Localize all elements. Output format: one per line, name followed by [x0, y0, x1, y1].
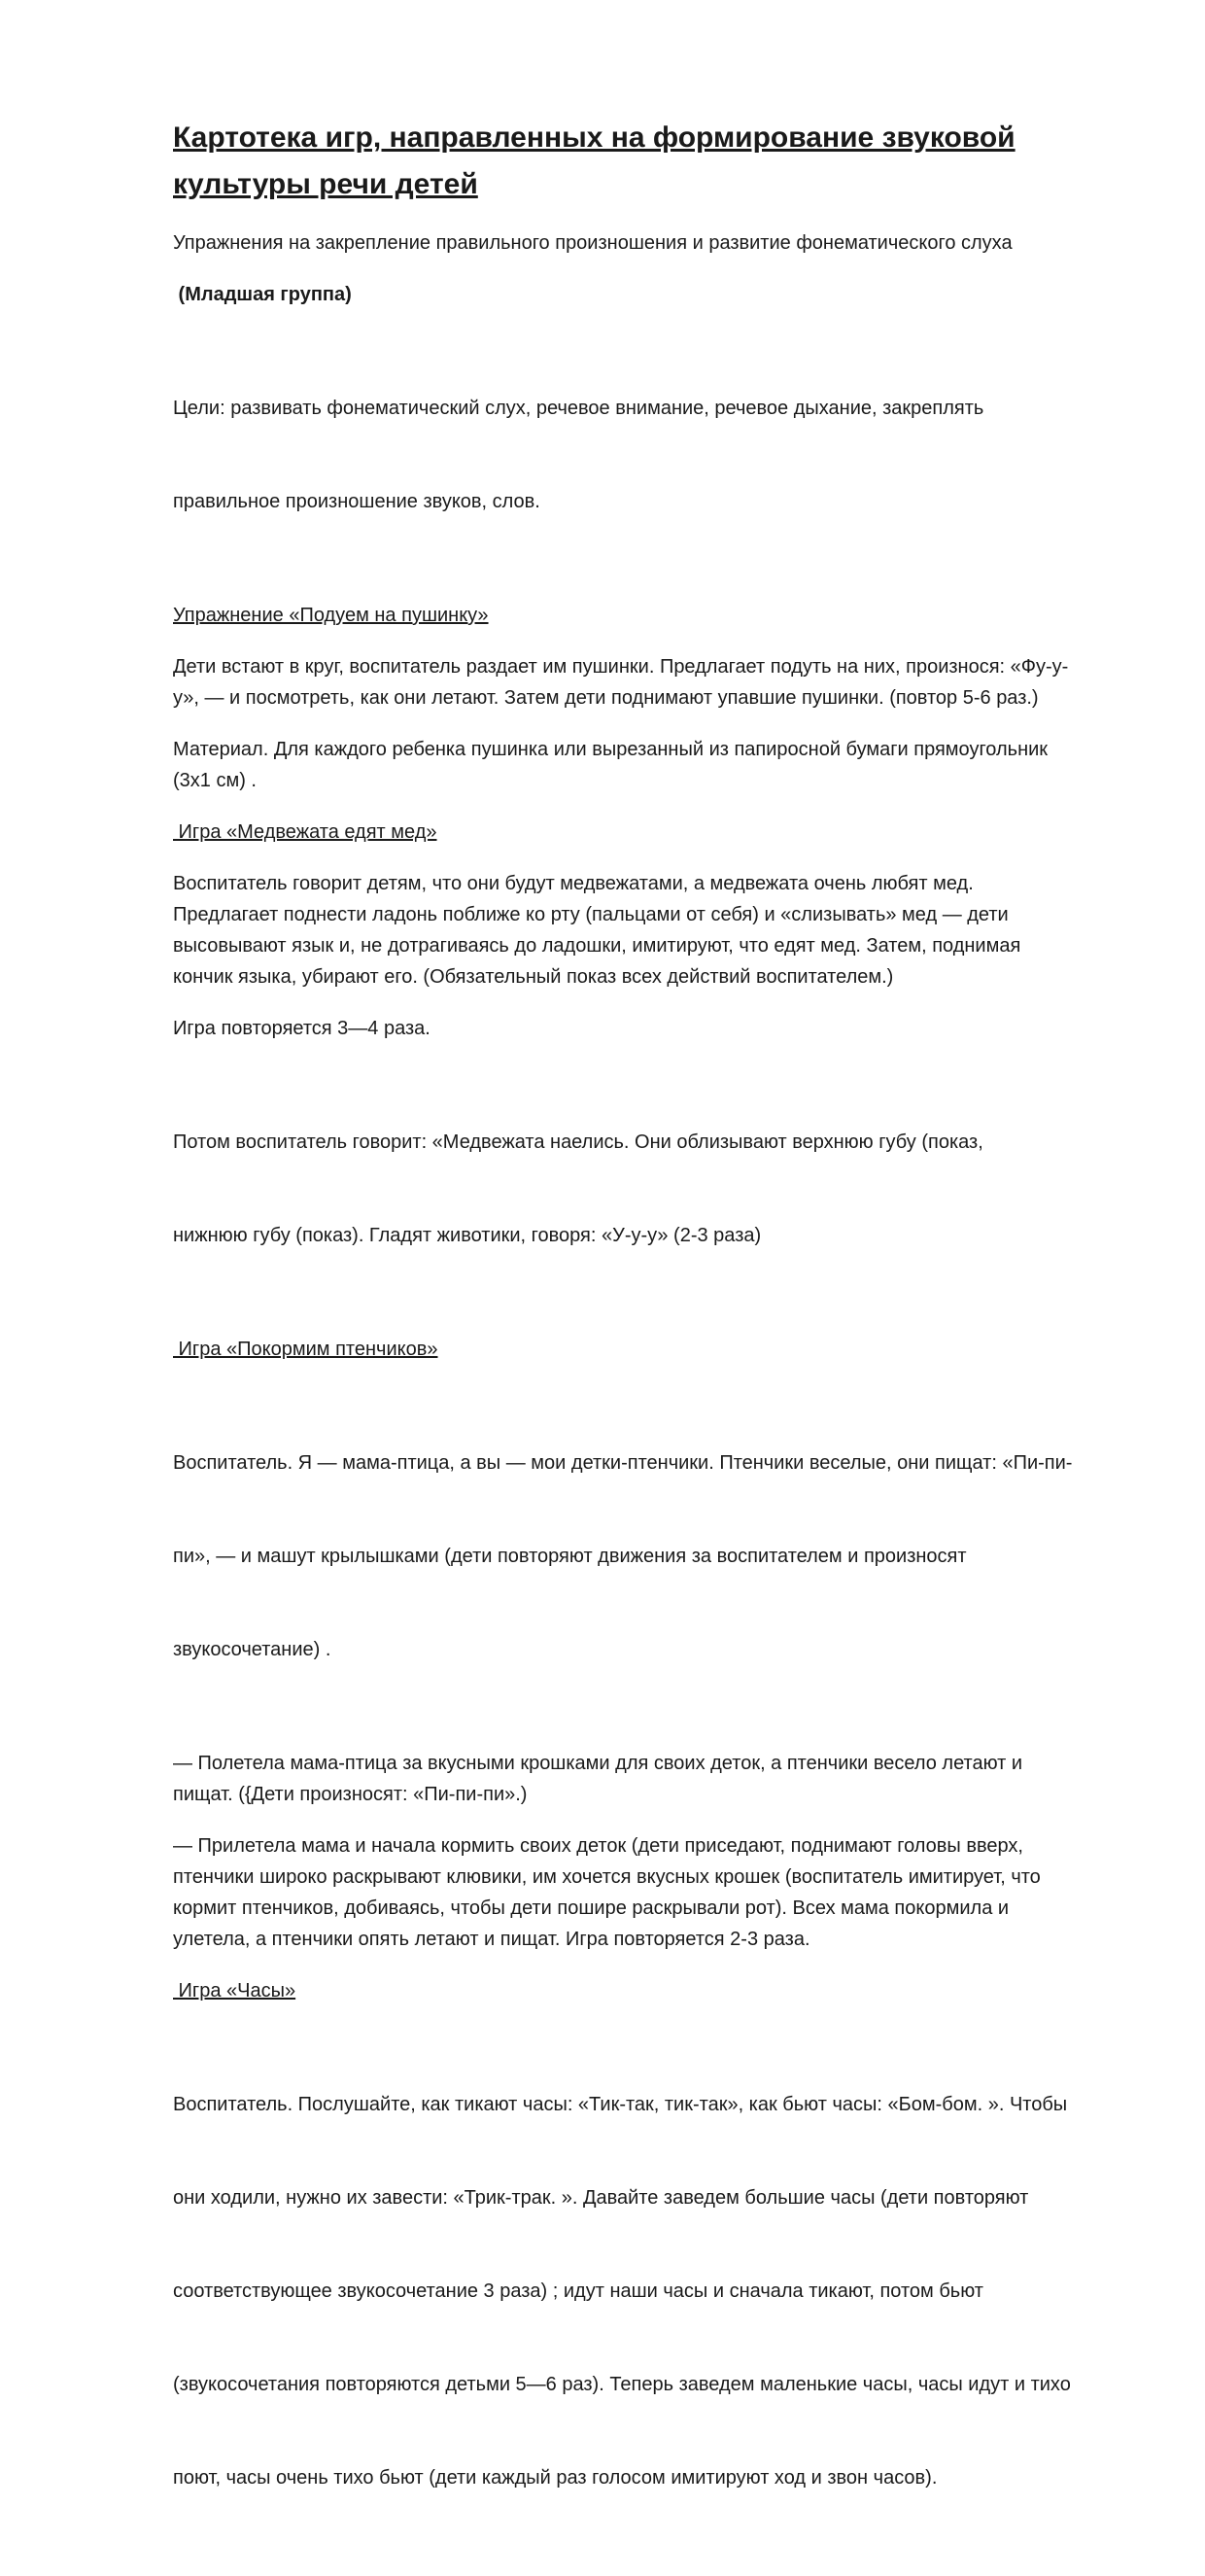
text-line: кончик языка, убирают его. (Обязательный показ всех действий воспитателем.) [173, 966, 894, 988]
game-text-medvezhata [173, 868, 1125, 992]
text-line: улетела, а птенчики опять летают и пищат. Игра повторяется 2-3 раза. [173, 1929, 810, 1950]
text-line: у», — и посмотреть, как они летают. Затем дети поднимают упавшие пушинки. (повтор 5-6 раз.) [173, 687, 1039, 709]
text-line: Предлагает поднести ладонь поближе ко рту (пальцами от себя) и «слизывать» мед — дети [173, 904, 1009, 925]
game-heading-medvezhata: Игра «Медвежата едят мед» [173, 821, 437, 843]
game-text-ptenchiki [173, 1385, 1125, 1727]
text-line: Воспитатель говорит детям, что они будут медвежатами, а медвежата очень любят мед. [173, 873, 974, 894]
game-text3-ptenchiki [173, 1830, 1125, 1955]
text-line: Воспитатель. Я — мама-птица, а вы — мои детки-птенчики. Птенчики веселые, они пищат: «Пи-пи- [173, 1452, 1073, 1474]
game-text-chasy [173, 2027, 1125, 2556]
text-line: Потом воспитатель говорит: «Медвежата наелись. Они облизывают верхнюю губу (показ, [173, 1131, 983, 1153]
text-line: высовывают язык и, не дотрагиваясь до ладошки, имитируют, что едят мед. Затем, поднимая [173, 935, 1021, 957]
page-title [173, 115, 1125, 208]
text-line: поют, часы очень тихо бьют (дети каждый раз голосом имитируют ход и звон часов). [173, 2467, 938, 2489]
subtitle: Упражнения на закрепление правильного произношения и развитие фонематического слуха [173, 232, 1013, 254]
text-line: звукосочетание) . [173, 1639, 331, 1660]
game-after-medvezhata [173, 1064, 1125, 1313]
exercise-text-pushinka [173, 651, 1125, 714]
exercise-material-pushinka [173, 734, 1125, 796]
text-line: они ходили, нужно их завести: «Трик-трак. ». Давайте заведем большие часы (дети повторяют [173, 2187, 1029, 2209]
group-label: (Младшая группа) [173, 284, 352, 305]
text-line: Воспитатель. Послушайте, как тикают часы: «Тик-так, тик-так», как бьют часы: «Бом-бом. ». Чтобы [173, 2094, 1068, 2115]
title-line: культуры речи детей [173, 168, 478, 200]
goals-paragraph [173, 331, 1125, 579]
text-line: нижнюю губу (показ). Гладят животики, говоря: «У-у-у» (2-3 раза) [173, 1225, 762, 1246]
text-line: Цели: развивать фонематический слух, речевое внимание, речевое дыхание, закреплять [173, 398, 984, 419]
document-page [173, 115, 1125, 2576]
text-line: — Полетела мама-птица за вкусными крошками для своих деток, а птенчики весело летают и [173, 1753, 1023, 1774]
text-line: правильное произношение звуков, слов. [173, 491, 540, 512]
game-text2-ptenchiki [173, 1748, 1125, 1810]
game-repeat-medvezhata: Игра повторяется 3—4 раза. [173, 1018, 430, 1039]
game-heading-ptenchiki: Игра «Покормим птенчиков» [173, 1339, 438, 1360]
text-line: — Прилетела мама и начала кормить своих деток (дети приседают, поднимают головы вверх, [173, 1835, 1023, 1857]
text-line: (звукосочетания повторяются детьми 5—6 раз). Теперь заведем маленькие часы, часы идут и тихо [173, 2374, 1071, 2395]
game-heading-chasy: Игра «Часы» [173, 1980, 296, 2002]
text-line: пищат. ({Дети произносят: «Пи-пи-пи».) [173, 1784, 528, 1805]
text-line: пи», — и машут крылышками (дети повторяют движения за воспитателем и произносят [173, 1546, 967, 1567]
text-line: (3х1 см) . [173, 770, 257, 791]
exercise-heading-pushinka: Упражнение «Подуем на пушинку» [173, 605, 489, 626]
text-line: соответствующее звукосочетание 3 раза) ; идут наши часы и сначала тикают, потом бьют [173, 2280, 983, 2302]
text-line: птенчики широко раскрывают клювики, им хочется вкусных крошек (воспитатель имитирует, что [173, 1866, 1041, 1888]
text-line: Дети встают в круг, воспитатель раздает им пушинки. Предлагает подуть на них, произнося: «Фу-у- [173, 656, 1069, 678]
title-line: Картотека игр, направленных на формирование звуковой [173, 122, 1016, 154]
text-line: Материал. Для каждого ребенка пушинка или вырезанный из папиросной бумаги прямоугольник [173, 739, 1049, 760]
text-line: кормит птенчиков, добиваясь, чтобы дети пошире раскрывали рот). Всех мама покормила и [173, 1897, 1010, 1919]
